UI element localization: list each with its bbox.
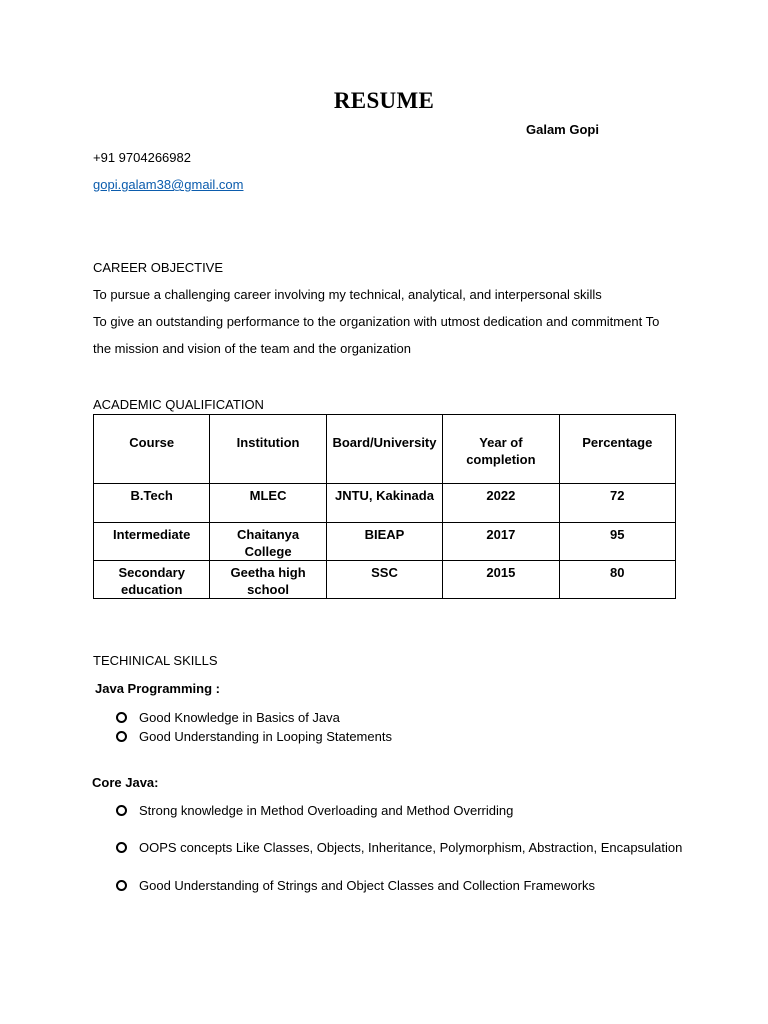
column-header-board-university: Board/University [326, 415, 442, 484]
career-objective-heading: CAREER OBJECTIVE [93, 260, 224, 275]
academic-qualification-heading: ACADEMIC QUALIFICATION [93, 397, 264, 412]
table-cell: Secondary education [94, 561, 210, 599]
table-cell: JNTU, Kakinada [326, 484, 442, 523]
page-title: RESUME [333, 88, 435, 113]
career-objective-line-1: To pursue a challenging career involving my technical, analytical, and interpersonal skills [93, 287, 602, 302]
career-objective-line-2: To give an outstanding performance to the organization with utmost dedication and commitment To [93, 314, 660, 329]
circle-bullet-icon [116, 731, 127, 742]
table-cell: Intermediate [94, 523, 210, 561]
candidate-name: Galam Gopi [526, 122, 599, 137]
table-cell: Geetha high school [210, 561, 326, 599]
column-header-course: Course [94, 415, 210, 484]
list-item-text: Good Knowledge in Basics of Java [139, 710, 340, 725]
column-header-year-of-completion: Year of completion [443, 415, 559, 484]
table-row [94, 484, 676, 523]
list-item-text: Strong knowledge in Method Overloading and Method Overriding [139, 803, 514, 818]
table-row [94, 561, 676, 599]
table-cell: 2015 [443, 561, 559, 599]
career-objective-line-3: the mission and vision of the team and the organization [93, 341, 411, 356]
technical-skills-heading: TECHINICAL SKILLS [93, 653, 218, 668]
circle-bullet-icon [116, 880, 127, 891]
list-item-text: Good Understanding in Looping Statements [139, 729, 392, 744]
email-link[interactable]: gopi.galam38@gmail.com [93, 177, 244, 192]
list-item-text: Good Understanding of Strings and Object Classes and Collection Frameworks [139, 878, 595, 893]
table-cell: BIEAP [326, 523, 442, 561]
table-header-row [94, 415, 676, 484]
list-item [115, 840, 682, 855]
table-cell: B.Tech [94, 484, 210, 523]
column-header-institution: Institution [210, 415, 326, 484]
phone-number: +91 9704266982 [93, 150, 191, 165]
list-item [115, 710, 340, 725]
circle-bullet-icon [116, 712, 127, 723]
core-java-label: Core Java: [92, 775, 159, 790]
table-row [94, 523, 676, 561]
email-container [93, 177, 244, 192]
academic-qualification-table [93, 414, 676, 599]
table-cell: 2022 [443, 484, 559, 523]
list-item [115, 878, 595, 893]
circle-bullet-icon [116, 805, 127, 816]
table-cell: Chaitanya College [210, 523, 326, 561]
column-header-percentage: Percentage [559, 415, 675, 484]
table-cell: SSC [326, 561, 442, 599]
java-programming-label: Java Programming : [95, 681, 220, 696]
list-item-text: OOPS concepts Like Classes, Objects, Inheritance, Polymorphism, Abstraction, Encapsulation [139, 840, 683, 855]
table-cell: 72 [559, 484, 675, 523]
circle-bullet-icon [116, 842, 127, 853]
table-cell: 80 [559, 561, 675, 599]
table-cell: 2017 [443, 523, 559, 561]
table-cell: MLEC [210, 484, 326, 523]
list-item [115, 729, 392, 744]
list-item [115, 803, 513, 818]
table-cell: 95 [559, 523, 675, 561]
